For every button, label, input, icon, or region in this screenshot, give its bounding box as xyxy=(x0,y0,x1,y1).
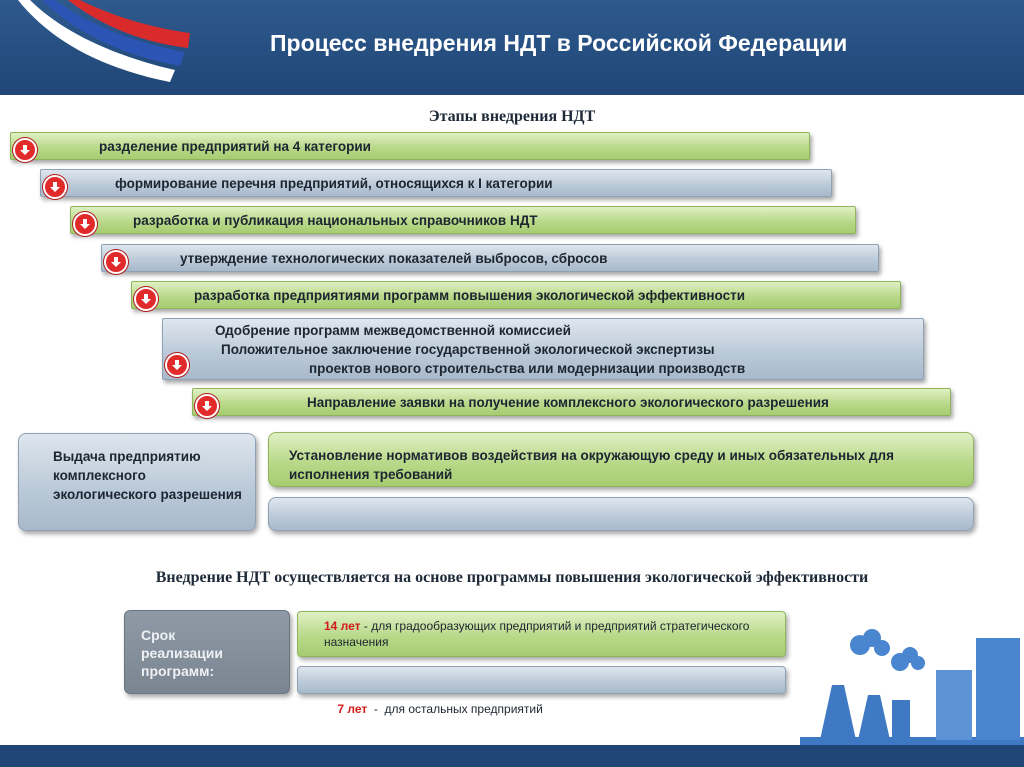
header-bar xyxy=(0,0,1024,95)
programs-label-box xyxy=(124,610,290,694)
program-desc: - для остальных предприятий xyxy=(367,702,543,716)
step-label: утверждение технологических показателей выбросов, сбросов xyxy=(180,251,608,266)
down-arrow-icon xyxy=(195,394,219,418)
permit-issue-text: Выдача предприятию комплексного экологического разрешения xyxy=(53,449,242,502)
implementation-statement: Внедрение НДТ осуществляется на основе программы повышения экологической эффективности xyxy=(155,569,869,586)
russian-flag-swoosh xyxy=(0,0,190,95)
step-line-1: Одобрение программ межведомственной комиссией xyxy=(215,323,571,338)
down-arrow-icon xyxy=(104,250,128,274)
programs-label: Срок реализации программ: xyxy=(141,627,224,679)
standards-box xyxy=(268,432,974,487)
factory-illustration xyxy=(800,600,1024,747)
empty-box xyxy=(268,497,974,531)
step-label: разработка предприятиями программ повышения экологической эффективности xyxy=(194,288,746,303)
step-label: разработка и публикация национальных справочников НДТ xyxy=(133,213,538,228)
permit-issue-box xyxy=(18,433,256,531)
step-label: Направление заявки на получение комплексного экологического разрешения xyxy=(307,395,829,410)
step-label: формирование перечня предприятий, относящихся к I категории xyxy=(115,176,553,191)
program-desc: - для градообразующих предприятий и предприятий стратегического назначения xyxy=(324,619,750,649)
program-item-text xyxy=(324,667,764,751)
down-arrow-icon xyxy=(134,287,158,311)
stages-heading: Этапы внедрения НДТ xyxy=(428,108,596,125)
program-years: 7 лет xyxy=(337,702,368,716)
program-years: 14 лет xyxy=(324,619,361,633)
step-line-2: Положительное заключение государственной экологической экспертизы xyxy=(221,342,715,357)
step-7 xyxy=(192,388,951,416)
down-arrow-icon xyxy=(13,138,37,162)
step-4 xyxy=(101,244,879,272)
down-arrow-icon xyxy=(165,353,189,377)
step-2 xyxy=(40,169,832,197)
footer-bar xyxy=(0,745,1024,767)
down-arrow-icon xyxy=(43,175,67,199)
step-line-3: проектов нового строительства или модернизации производств xyxy=(309,361,746,376)
step-1 xyxy=(10,132,810,160)
program-item-2 xyxy=(297,666,786,716)
step-3 xyxy=(70,206,856,234)
step-6 xyxy=(162,318,924,380)
page-title: Процесс внедрения НДТ в Российской Федерации xyxy=(270,30,848,56)
program-item-text xyxy=(324,618,764,650)
down-arrow-icon xyxy=(73,212,97,236)
step-label: разделение предприятий на 4 категории xyxy=(99,139,371,154)
standards-text: Установление нормативов воздействия на окружающую среду и иных обязательных для исполнения требований xyxy=(289,448,894,482)
program-item-1 xyxy=(297,611,786,657)
step-5 xyxy=(131,281,901,309)
